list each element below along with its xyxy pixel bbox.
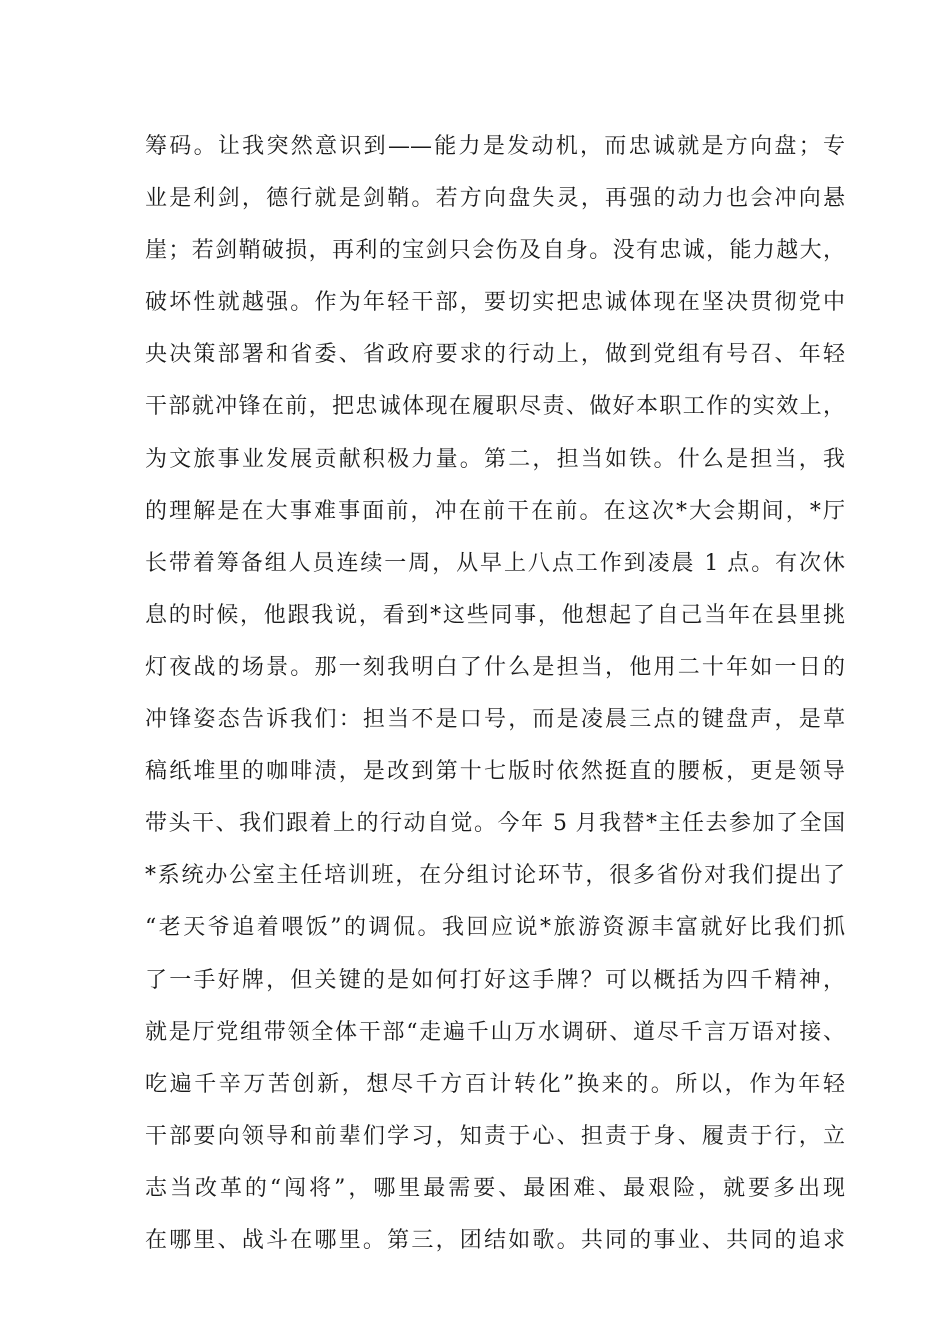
text-line: “老天爷追着喂饭”的调侃。我回应说*旅游资源丰富就好比我们抓 [145,915,845,941]
text-line: 志当改革的“闯将”，哪里最需要、最困难、最艰险，就要多出现 [145,1175,845,1201]
text-line: 在哪里、战斗在哪里。第三，团结如歌。共同的事业、共同的追求 [145,1227,845,1253]
body-text [145,129,845,1275]
text-line: 息的时候，他跟我说，看到*这些同事，他想起了自己当年在县里挑 [145,602,845,628]
text-line: 干部就冲锋在前，把忠诚体现在履职尽责、做好本职工作的实效上， [145,394,845,420]
text-line: 稿纸堆里的咖啡渍，是改到第十七版时依然挺直的腰板，更是领导 [145,759,845,785]
text-line: 带头干、我们跟着上的行动自觉。今年 5 月我替*主任去参加了全国 [145,811,845,837]
text-line: 的理解是在大事难事面前，冲在前干在前。在这次*大会期间，*厅 [145,498,845,524]
text-line: *系统办公室主任培训班，在分组讨论环节，很多省份对我们提出了 [145,863,845,889]
text-line: 就是厅党组带领全体干部“走遍千山万水调研、道尽千言万语对接、 [145,1019,845,1045]
text-line: 筹码。让我突然意识到——能力是发动机，而忠诚就是方向盘；专 [145,134,845,159]
text-line: 干部要向领导和前辈们学习，知责于心、担责于身、履责于行，立 [145,1123,845,1149]
text-line: 崖；若剑鞘破损，再利的宝剑只会伤及自身。没有忠诚，能力越大， [145,238,845,264]
text-line: 破坏性就越强。作为年轻干部，要切实把忠诚体现在坚决贯彻党中 [145,290,845,316]
text-line: 了一手好牌，但关键的是如何打好这手牌？可以概括为四千精神， [145,967,845,993]
text-line: 央决策部署和省委、省政府要求的行动上，做到党组有号召、年轻 [145,342,845,368]
text-line: 吃遍千辛万苦创新，想尽千方百计转化”换来的。所以，作为年轻 [145,1071,845,1097]
text-line: 长带着筹备组人员连续一周，从早上八点工作到凌晨 1 点。有次休 [145,550,845,576]
text-line: 冲锋姿态告诉我们：担当不是口号，而是凌晨三点的键盘声，是草 [145,707,845,733]
text-line: 业是利剑，德行就是剑鞘。若方向盘失灵，再强的动力也会冲向悬 [145,186,845,212]
text-line: 灯夜战的场景。那一刻我明白了什么是担当，他用二十年如一日的 [145,654,845,680]
text-line: 为文旅事业发展贡献积极力量。第二，担当如铁。什么是担当，我 [145,446,845,472]
